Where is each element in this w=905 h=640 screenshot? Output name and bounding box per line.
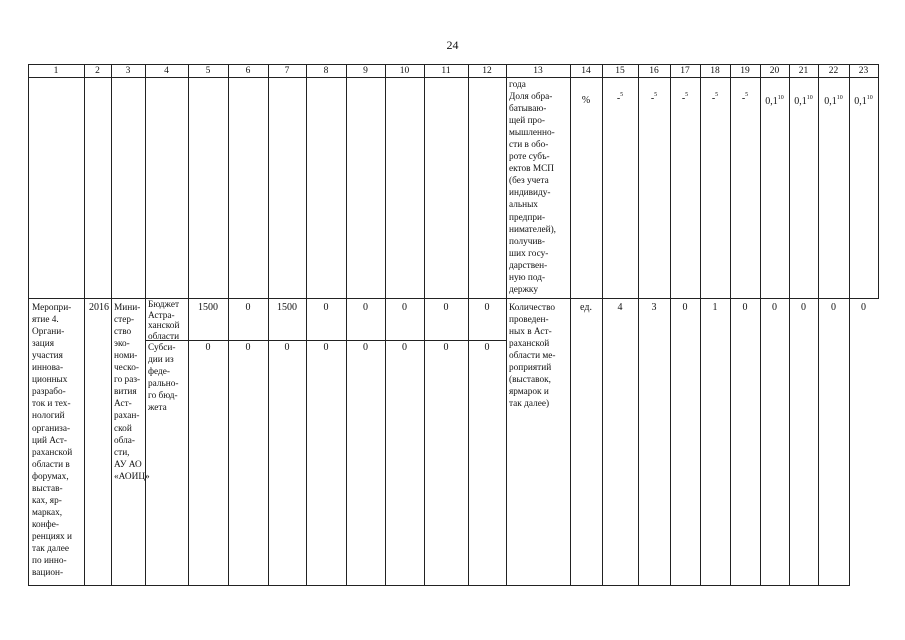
funding-amount: 0: [443, 342, 449, 353]
activity-text-line: иннова-: [32, 363, 64, 374]
table-top-rule: [28, 64, 878, 65]
activity-text-line: раханской: [32, 447, 73, 458]
funding-source-line: жета: [148, 403, 167, 414]
column-header-number: 3: [125, 66, 131, 76]
funding-amount: 0: [284, 342, 290, 353]
indicator-text-line: ярмарок и: [509, 387, 549, 398]
column-rule: [306, 64, 307, 586]
dash-value: [638, 93, 670, 105]
column-rule: [570, 64, 571, 586]
column-rule: [849, 64, 850, 586]
dash-value: [700, 93, 730, 105]
indicator-year-text: года: [509, 80, 526, 90]
executor-text-line: «АОИЦ»: [114, 471, 150, 482]
indicator-text-line: Количество: [509, 303, 556, 313]
percent-value: [818, 96, 849, 108]
funding-source-line: области: [148, 331, 180, 342]
indicator-text-line: сти в обо-: [509, 140, 549, 151]
column-rule: [602, 64, 603, 586]
activity-text-line: ках, яр-: [32, 495, 62, 506]
activity-text-line: Меропри-: [32, 303, 72, 313]
activity-text-line: участия: [32, 351, 63, 362]
indicator-text-line: Доля обра-: [509, 92, 553, 102]
indicator-text-line: так далее): [509, 399, 550, 410]
funding-amount: 0: [245, 302, 251, 313]
funding-amount: 1500: [198, 302, 218, 313]
activity-text-line: так далее: [32, 544, 69, 554]
dash-value: [602, 93, 638, 105]
funding-amount: 0: [402, 342, 407, 353]
indicator-value: 3: [651, 302, 657, 313]
column-rule: [188, 64, 189, 586]
footnote-ref: 10: [806, 95, 813, 101]
indicator-text-line: роприятий: [509, 363, 552, 374]
activity-text-line: вацион-: [32, 568, 64, 579]
funding-amount: 0: [323, 342, 329, 353]
activity-text-line: ток и тех-: [32, 399, 71, 410]
activity-text-line: организа-: [32, 423, 71, 434]
funding-amount: 0: [484, 342, 490, 353]
column-header-number: 14: [581, 66, 591, 76]
indicator-text-line: предпри-: [509, 212, 546, 223]
column-rule: [700, 64, 701, 586]
activity-text-line: выстав-: [32, 483, 63, 494]
column-rule: [28, 64, 29, 586]
column-header-number: 13: [533, 66, 543, 76]
funding-amount: 1500: [277, 302, 297, 313]
activity-text-line: марках,: [32, 507, 63, 518]
executor-text-line: ческо-: [114, 363, 139, 374]
column-header-number: 1: [53, 66, 59, 76]
executor-text-line: эко-: [114, 339, 130, 350]
indicator-value: 0: [682, 302, 688, 313]
indicator-text-line: области ме-: [509, 351, 556, 362]
header-bottom-rule: [28, 77, 878, 78]
indicator-text-line: альных: [509, 200, 538, 211]
activity-text-line: ренциях и: [32, 531, 72, 542]
indicator-value: 0: [831, 302, 836, 313]
activity-text-line: конфе-: [32, 519, 59, 530]
column-header-number: 21: [798, 66, 809, 76]
activity-text-line: области в: [32, 459, 70, 470]
indicator-text-line: (без учета: [509, 176, 549, 187]
column-rule: [84, 64, 85, 586]
indicator-text-line: раханской: [509, 339, 550, 350]
funding-source-line: ханской: [148, 321, 180, 331]
funding-source-line: Субси-: [148, 343, 176, 353]
activity-text-line: форумах,: [32, 471, 69, 482]
activity-text-line: разрабо-: [32, 387, 66, 398]
footnote-ref: 5: [620, 92, 624, 98]
subrow-split-rule: [145, 340, 506, 341]
column-header-number: 15: [615, 66, 625, 76]
column-rule: [468, 64, 469, 586]
executor-text-line: вития: [114, 387, 137, 398]
indicator-text-line: дарствен-: [509, 260, 548, 271]
funding-source-line: рально-: [148, 379, 179, 390]
column-rule: [346, 64, 347, 586]
column-rule: [670, 64, 671, 586]
indicator-text-line: проведен-: [509, 315, 549, 326]
activity-text-line: нологий: [32, 411, 65, 422]
activity-text-line: ционных: [32, 375, 68, 386]
percent-value-text: 0,1: [854, 96, 867, 107]
percent-value: [849, 96, 878, 108]
footnote-ref: 10: [836, 95, 843, 101]
column-header-number: 4: [164, 66, 169, 76]
executor-text-line: го раз-: [114, 375, 141, 386]
column-header-number: 8: [323, 66, 329, 76]
column-header-number: 20: [769, 66, 780, 76]
funding-source-line: дии из: [148, 355, 174, 366]
percent-value-text: 0,1: [794, 96, 807, 107]
funding-source-line: феде-: [148, 367, 170, 378]
indicator-text-line: получив-: [509, 236, 545, 247]
column-rule: [818, 64, 819, 586]
executor-text-line: стер-: [114, 315, 135, 326]
indicator-text-line: мышленно-: [509, 128, 555, 139]
dash-value-text: -: [616, 93, 621, 104]
unit-cell: ед.: [580, 302, 592, 313]
column-rule: [506, 64, 507, 586]
indicator-text-line: ных в Аст-: [509, 327, 552, 338]
indicator-text-line: ектов МСП: [509, 164, 555, 175]
indicator-text-line: нимателей),: [509, 224, 557, 235]
column-header-number: 19: [740, 66, 750, 76]
indicator-value: 4: [617, 302, 623, 313]
indicator-text-line: держку: [509, 284, 538, 295]
column-rule: [145, 64, 146, 586]
column-header-number: 6: [245, 66, 251, 76]
activity-text-line: Органи-: [32, 327, 65, 338]
funding-source-line: Астра-: [148, 310, 175, 321]
column-header-number: 16: [649, 66, 659, 76]
activity-text-line: по инно-: [32, 556, 67, 567]
column-header-number: 10: [399, 66, 410, 76]
indicator-text-line: ную под-: [509, 272, 546, 283]
column-rule: [385, 64, 386, 586]
indicator-text-line: батываю-: [509, 104, 547, 115]
footnote-ref: 10: [777, 95, 784, 101]
indicator-text-line: щей про-: [509, 116, 545, 127]
dash-value: [730, 93, 760, 105]
funding-source-line: го бюд-: [148, 391, 178, 402]
executor-text-line: Мини-: [114, 303, 141, 313]
column-header-number: 9: [363, 66, 368, 76]
column-header-number: 7: [284, 66, 290, 76]
executor-text-line: сти,: [114, 447, 130, 458]
indicator-text-line: ших госу-: [509, 248, 549, 259]
column-header-number: 12: [482, 66, 492, 76]
column-rule: [638, 64, 639, 586]
executor-text-line: ство: [114, 327, 132, 338]
funding-amount: 0: [245, 342, 251, 353]
column-rule: [789, 64, 790, 586]
funding-amount: 0: [402, 302, 407, 313]
executor-text-line: АУ АО: [114, 459, 142, 470]
column-header-number: 22: [828, 66, 839, 76]
column-header-number: 2: [95, 66, 100, 76]
percent-value-text: 0,1: [765, 96, 778, 107]
column-header-number: 11: [441, 66, 451, 76]
funding-amount: 0: [363, 302, 368, 313]
footnote-ref: 5: [745, 92, 749, 98]
percent-value: [789, 96, 818, 108]
indicator-text-line: (выставок,: [509, 375, 551, 386]
percent-value: [760, 96, 789, 108]
column-header-number: 23: [858, 66, 869, 76]
dash-value: [670, 93, 700, 105]
percent-value-text: 0,1: [824, 96, 837, 107]
executor-text-line: ской: [114, 423, 132, 434]
column-header-number: 18: [710, 66, 720, 76]
year-cell: 2016: [89, 302, 109, 313]
dash-value-text: -: [711, 93, 716, 104]
indicator-value: 0: [861, 302, 866, 313]
indicator-value: 0: [801, 302, 806, 313]
dash-value-text: -: [741, 93, 746, 104]
dash-value-text: -: [681, 93, 686, 104]
column-header-number: 5: [205, 66, 211, 76]
executor-text-line: обла-: [114, 435, 136, 446]
footnote-ref: 5: [654, 92, 658, 98]
executor-text-line: Аст-: [114, 399, 132, 410]
page-number: 24: [446, 38, 459, 52]
footnote-ref: 5: [715, 92, 719, 98]
column-rule: [268, 64, 269, 586]
indicator-value: 1: [712, 302, 718, 313]
footnote-ref: 5: [685, 92, 689, 98]
funding-amount: 0: [323, 302, 329, 313]
activity-text-line: ций Аст-: [32, 435, 68, 446]
executor-text-line: рахан-: [114, 411, 140, 422]
table-bottom-rule: [28, 585, 849, 586]
column-rule: [878, 64, 879, 299]
footnote-ref: 10: [866, 95, 873, 101]
indicator-text-line: роте субъ-: [509, 152, 550, 163]
column-rule: [111, 64, 112, 586]
dash-value-text: -: [650, 93, 655, 104]
funding-amount: 0: [443, 302, 449, 313]
column-rule: [730, 64, 731, 586]
funding-amount: 0: [484, 302, 490, 313]
funding-amount: 0: [205, 342, 211, 353]
funding-amount: 0: [363, 342, 368, 353]
column-rule: [228, 64, 229, 586]
column-header-number: 17: [680, 66, 690, 76]
activity-text-line: зация: [32, 339, 55, 350]
indicator-value: 0: [772, 302, 777, 313]
executor-text-line: номи-: [114, 351, 138, 362]
activity-text-line: ятие 4.: [32, 315, 59, 326]
unit-cell: %: [581, 95, 591, 106]
indicator-value: 0: [742, 302, 748, 313]
column-rule: [760, 64, 761, 586]
funding-source-line: Бюджет: [148, 300, 180, 310]
column-rule: [424, 64, 425, 586]
indicator-text-line: индивиду-: [509, 188, 551, 199]
